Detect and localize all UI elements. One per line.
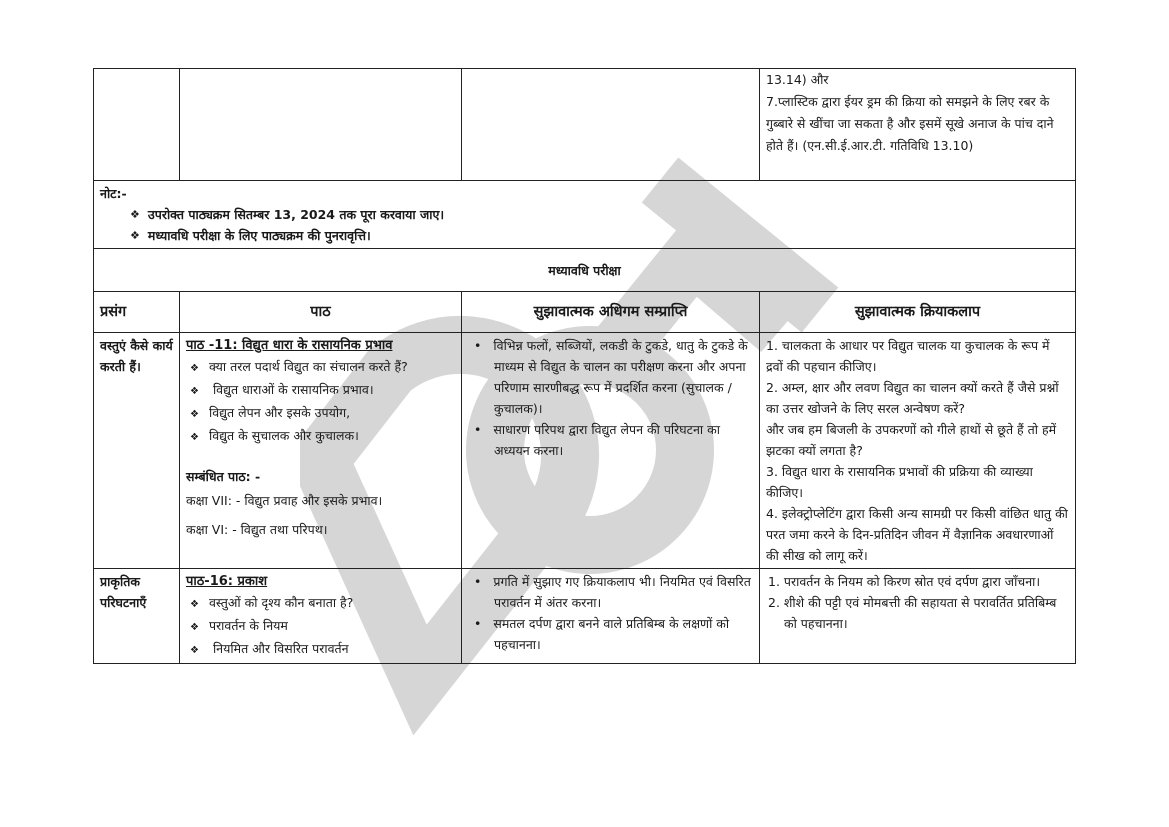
related-item: कक्षा VI: - विद्युत तथा परिपथ। (186, 522, 328, 537)
empty-cell (94, 69, 180, 181)
column-header-outcomes: सुझावात्मक अधिगम सम्प्राप्ति (462, 292, 760, 333)
lesson-cell (180, 569, 462, 664)
activity-item: 4. इलेक्ट्रोप्लेटिंग द्वारा किसी अन्य सामग्री पर किसी वांछित धातु की परत जमा करने के दिन-प्रतिदिन जीवन में वैज्ञानिक अवधारणाओं की सीख को लागू करें। (766, 506, 1068, 563)
note-cell (94, 181, 1076, 249)
activities-cell (760, 569, 1076, 664)
column-header-lesson: पाठ (180, 292, 462, 333)
empty-cell (462, 69, 760, 181)
lesson-point: ❖ वस्तुओं को दृश्य कौन बनाता है? (186, 592, 455, 615)
column-header-activities: सुझावात्मक क्रियाकलाप (760, 292, 1076, 333)
lesson-point: ❖ परावर्तन के नियम (186, 615, 455, 638)
topic-cell: वस्तुएं कैसे कार्य करती हैं। (94, 333, 180, 569)
note-row (94, 181, 1076, 249)
related-heading: सम्बंधित पाठ: - (186, 469, 261, 484)
continued-row (94, 69, 1076, 181)
column-header-topic: प्रसंग (94, 292, 180, 333)
table-row (94, 333, 1076, 569)
lesson-cell (180, 333, 462, 569)
topic-cell: प्राकृतिक परिघटनाएँ (94, 569, 180, 664)
note-label: नोट:- (100, 186, 127, 201)
outcomes-cell (462, 333, 760, 569)
activity-line: 13.14) और (766, 72, 829, 87)
lesson-point: ❖ विद्युत धाराओं के रासायनिक प्रभाव। (186, 379, 455, 402)
lesson-title: पाठ -11: विद्युत धारा के रासायनिक प्रभाव (186, 338, 393, 353)
table-row (94, 569, 1076, 664)
activity-item: 2. शीशे की पट्टी एवं मोमबत्ती की सहायता से परावर्तित प्रतिबिम्ब को पहचानना। (768, 595, 1057, 631)
related-item: कक्षा VII: - विद्युत प्रवाह और इसके प्रभाव। (186, 493, 383, 508)
continued-activity-cell (760, 69, 1076, 181)
syllabus-table (93, 68, 1076, 664)
exam-heading: मध्यावधि परीक्षा (94, 249, 1076, 292)
activity-item: 1. चालकता के आधार पर विद्युत चालक या कुचालक के रूप में द्रवों की पहचान कीजिए। (766, 338, 1050, 374)
activity-item: 3. विद्युत धारा के रासायनिक प्रभावों की प्रक्रिया की व्याख्या कीजिए। (766, 464, 1033, 500)
lesson-point: ❖ विद्युत लेपन और इसके उपयोग, (186, 402, 455, 425)
activities-cell (760, 333, 1076, 569)
activity-line: 7.प्लास्टिक द्वारा ईयर ड्रम की क्रिया को समझने के लिए रबर के गुब्बारे से खींचा जा सकता है और इसमें सूखे अनाज के पांच दाने होते हैं। (एन.सी.ई.आर.टी. गतिविधि 13.10) (766, 94, 1054, 153)
activity-item: 1. परावर्तन के नियम को किरण स्रोत एवं दर्पण द्वारा जाँचना। (768, 574, 1041, 589)
note-item: ❖ मध्यावधि परीक्षा के लिए पाठ्यक्रम की पुनरावृत्ति। (130, 225, 1069, 246)
activity-item: और जब हम बिजली के उपकरणों को गीले हाथों से छूते हैं तो हमें झटका क्यों लगता है? (766, 422, 1057, 458)
lesson-point: ❖ नियमित और विसरित परावर्तन (186, 638, 455, 661)
outcome-item: • प्रगति में सुझाए गए क्रियाकलाप भी। नियमित एवं विसरित परावर्तन में अंतर करना। (468, 571, 753, 613)
lesson-point: ❖ विद्युत के सुचालक और कुचालक। (186, 425, 455, 448)
outcome-item: • समतल दर्पण द्वारा बनने वाले प्रतिबिम्ब के लक्षणों को पहचानना। (468, 613, 753, 655)
outcome-item: • साधारण परिपथ द्वारा विद्युत लेपन की परिघटना का अध्ययन करना। (468, 419, 753, 461)
outcome-item: • विभिन्न फलों, सब्जियों, लकडी के टुकडे, धातु के टुकडे के माध्यम से विद्युत के चालन का परीक्षण करना और अपना परिणाम सारणीबद्ध रूप में प्रदर्शित करना (सुचालक / कुचालक)। (468, 335, 753, 419)
outcomes-cell (462, 569, 760, 664)
empty-cell (180, 69, 462, 181)
lesson-title: पाठ-16: प्रकाश (186, 574, 268, 589)
exam-heading-row (94, 249, 1076, 292)
column-header-row (94, 292, 1076, 333)
lesson-point: ❖ क्या तरल पदार्थ विद्युत का संचालन करते हैं? (186, 356, 455, 379)
activity-item: 2. अम्ल, क्षार और लवण विद्युत का चालन क्यों करते हैं जैसे प्रश्नों का उत्तर खोजने के लिए सरल अन्वेषण करें? (766, 380, 1059, 416)
note-item: ❖ उपरोक्त पाठ्यक्रम सितम्बर 13, 2024 तक पूरा करवाया जाए। (130, 204, 1069, 225)
